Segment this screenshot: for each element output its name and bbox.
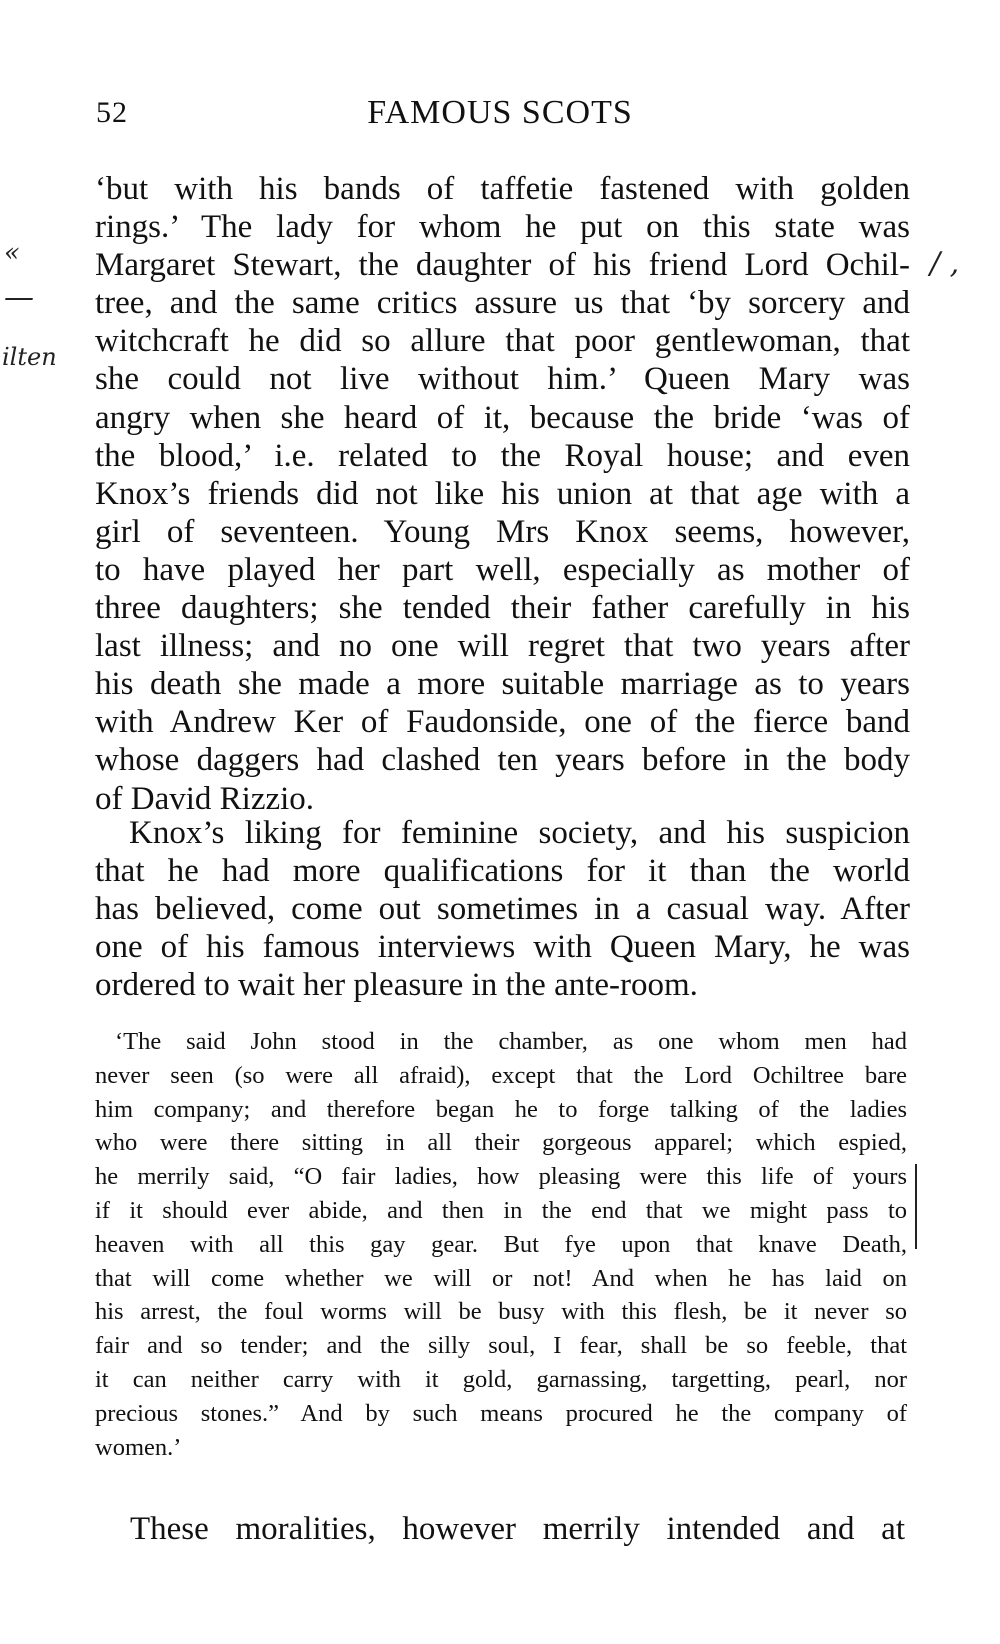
text-line: girl of seventeen. Young Mrs Knox seems, however, [95, 513, 910, 550]
paragraph-3: These moralities, however merrily intended and at [130, 1511, 905, 1547]
quote-line: who were there sitting in all their gorgeous apparel; which espied, [95, 1129, 907, 1157]
text-line: witchcraft he did so allure that poor gentlewoman, that [95, 323, 910, 360]
margin-note: « [4, 238, 20, 268]
block-quote [95, 1025, 907, 1464]
text-line: with Andrew Ker of Faudonside, one of the fierce band [95, 704, 910, 741]
quote-line: ‘The said John stood in the chamber, as one whom men had [115, 1028, 907, 1055]
page-number: 52 [96, 96, 128, 129]
margin-note: — [4, 280, 34, 315]
quote-line: if it should ever abide, and then in the end that we might pass to [95, 1196, 907, 1224]
quote-line: fair and so tender; and the silly soul, I fear, shall be so feeble, that [95, 1332, 907, 1360]
text-line: has believed, come out sometimes in a casual way. After [95, 891, 910, 928]
quote-line: heaven with all this gay gear. But fye upon that knave Death, [95, 1230, 907, 1258]
text-line: to have played her part well, especially as mother of [95, 551, 910, 588]
text-line: the blood,’ i.e. related to the Royal house; and even [95, 437, 910, 474]
text-line: she could not live without him.’ Queen Mary was [95, 361, 910, 398]
text-line: ‘but with his bands of taffetie fastened with golden [95, 171, 910, 207]
text-line: whose daggers had clashed ten years before in the body [95, 742, 910, 779]
quote-line: precious stones.” And by such means procured he the company of [95, 1399, 907, 1427]
text-line: of David Rizzio. [95, 780, 315, 817]
quote-line: it can neither carry with it gold, garnassing, targetting, pearl, nor [95, 1365, 907, 1393]
text-line: ordered to wait her pleasure in the ante-room. [95, 967, 698, 1004]
quote-line: him company; and therefore began he to forge talking of the ladies [95, 1095, 907, 1123]
text-line: one of his famous interviews with Queen Mary, he was [95, 929, 910, 966]
paragraph-2 [95, 814, 910, 1004]
text-line: last illness; and no one will regret that two years after [95, 628, 910, 665]
margin-note: / , [930, 246, 960, 281]
margin-bracket-mark [915, 1164, 917, 1249]
text-line: Margaret Stewart, the daughter of his friend Lord Ochil- [95, 247, 910, 284]
paragraph-1 [95, 170, 910, 818]
quote-line: women.’ [95, 1433, 182, 1461]
quote-line: he merrily said, “O fair ladies, how pleasing were this life of yours [95, 1163, 907, 1191]
text-line: Knox’s liking for feminine society, and his suspicion [129, 815, 910, 851]
text-line: Knox’s friends did not like his union at that age with a [95, 475, 910, 512]
text-line: three daughters; she tended their father carefully in his [95, 590, 910, 627]
quote-line: his arrest, the foul worms will be busy with this flesh, be it never so [95, 1298, 907, 1326]
text-line: that he had more qualifications for it than the world [95, 853, 910, 890]
quote-line: never seen (so were all afraid), except that the Lord Ochiltree bare [95, 1061, 907, 1089]
text-line: rings.’ The lady for whom he put on this state was [95, 209, 910, 246]
quote-line: that will come whether we will or not! And when he has laid on [95, 1264, 907, 1292]
margin-note: ilten [2, 343, 57, 371]
text-line: angry when she heard of it, because the bride ‘was of [95, 399, 910, 436]
running-title: FAMOUS SCOTS [367, 94, 633, 131]
text-line: his death she made a more suitable marriage as to years [95, 666, 910, 703]
text-line: tree, and the same critics assure us that ‘by sorcery and [95, 285, 910, 322]
